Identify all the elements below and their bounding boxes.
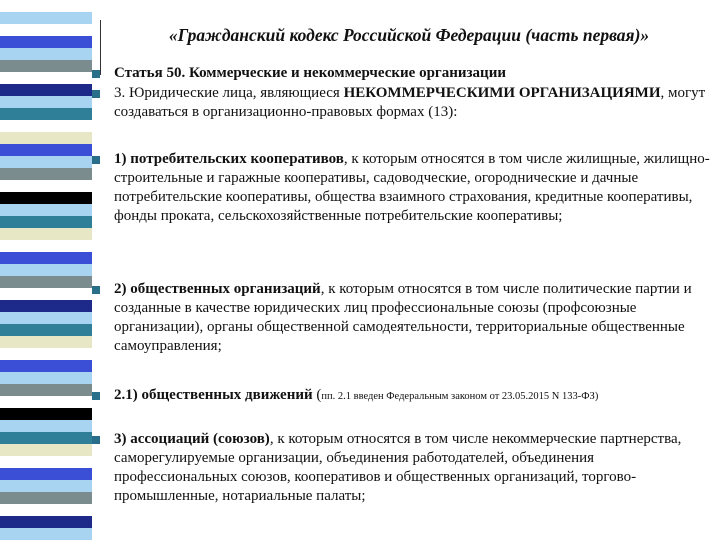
strip-block xyxy=(0,0,92,12)
bold-text-run: 2.1) общественных движений xyxy=(114,387,313,403)
bullet-icon xyxy=(92,286,100,294)
strip-block xyxy=(0,348,92,360)
strip-block xyxy=(0,60,92,72)
strip-block xyxy=(0,312,92,324)
strip-block xyxy=(0,120,92,132)
bold-text-run: 2) общественных организаций xyxy=(114,281,321,297)
strip-block xyxy=(0,12,92,24)
strip-block xyxy=(0,408,92,420)
strip-block xyxy=(0,132,92,144)
strip-block xyxy=(0,288,92,300)
strip-block xyxy=(0,252,92,264)
list-item-text xyxy=(114,280,710,356)
bullet-icon xyxy=(92,156,100,164)
strip-block xyxy=(0,240,92,252)
strip-block xyxy=(0,384,92,396)
strip-block xyxy=(0,420,92,432)
strip-block xyxy=(0,48,92,60)
strip-block xyxy=(0,336,92,348)
strip-block xyxy=(0,144,92,156)
strip-block xyxy=(0,480,92,492)
list-item-text xyxy=(114,150,710,226)
strip-block xyxy=(0,108,92,120)
strip-block xyxy=(0,24,92,36)
strip-block xyxy=(0,444,92,456)
strip-block xyxy=(0,492,92,504)
strip-block xyxy=(0,456,92,468)
strip-block xyxy=(0,216,92,228)
strip-block xyxy=(0,228,92,240)
strip-block xyxy=(0,528,92,540)
bullet-icon xyxy=(92,392,100,400)
strip-block xyxy=(0,468,92,480)
text-run: ( xyxy=(312,387,322,403)
strip-block xyxy=(0,72,92,84)
bold-text-run: 3) ассоциаций (союзов) xyxy=(114,431,270,447)
text-run: 3. Юридические лица, являющиеся xyxy=(114,85,344,101)
text-run: , могут создаваться в организационно-правовых формах (13): xyxy=(114,85,706,120)
bullet-icon xyxy=(92,70,100,78)
strip-block xyxy=(0,360,92,372)
bullet-icon xyxy=(92,90,100,98)
strip-block xyxy=(0,432,92,444)
list-item-text xyxy=(114,84,710,122)
strip-block xyxy=(0,372,92,384)
strip-block xyxy=(0,300,92,312)
strip-block xyxy=(0,324,92,336)
slide-title: «Гражданский кодекс Российской Федерации (часть первая)» xyxy=(168,25,650,45)
strip-block xyxy=(0,264,92,276)
strip-block xyxy=(0,168,92,180)
strip-block xyxy=(0,84,92,96)
strip-block xyxy=(0,396,92,408)
strip-block xyxy=(0,504,92,516)
strip-block xyxy=(0,36,92,48)
strip-block xyxy=(0,204,92,216)
list-item-text xyxy=(114,430,710,506)
text-run: , к которым относятся в том числе некоммерческие партнерства, саморегулируемые организации, объединения работодателей, объединения профессиональных союзов, кооперативов и общественных организаций, торгово-промышленные, нотариальные палаты; xyxy=(114,431,682,504)
list-item-text xyxy=(114,64,710,83)
bold-text-run: 1) потребительских кооперативов xyxy=(114,151,344,167)
slide-title-box xyxy=(98,8,720,63)
text-run: , к которым относятся в том числе политические партии и созданные в качестве юридических лиц профессиональные союзы (профсоюзные организации), органы общественной самодеятельности, территориальные общественные самоуправления; xyxy=(114,281,692,354)
strip-block xyxy=(0,276,92,288)
strip-block xyxy=(0,96,92,108)
strip-block xyxy=(0,156,92,168)
bullet-icon xyxy=(92,436,100,444)
strip-block xyxy=(0,180,92,192)
list-item-text xyxy=(114,386,710,406)
text-run: , к которым относятся в том числе жилищные, жилищно-строительные и гаражные кооперативы, садоводческие, огороднические и дачные потребительские кооперативы, общества взаимного страхования, кредитные кооперативы, фонды проката, сельскохозяйственные потребительские кооперативы; xyxy=(114,151,710,224)
bold-text-run: НЕКОММЕРЧЕСКИМИ ОРГАНИЗАЦИЯМИ xyxy=(343,85,661,101)
decorative-color-strip xyxy=(0,0,92,540)
text-run: пп. 2.1 введен Федеральным законом от 23.05.2015 N 133-ФЗ) xyxy=(321,391,599,402)
bold-text-run: Статья 50. Коммерческие и некоммерческие организации xyxy=(114,65,506,81)
strip-block xyxy=(0,516,92,528)
strip-block xyxy=(0,192,92,204)
